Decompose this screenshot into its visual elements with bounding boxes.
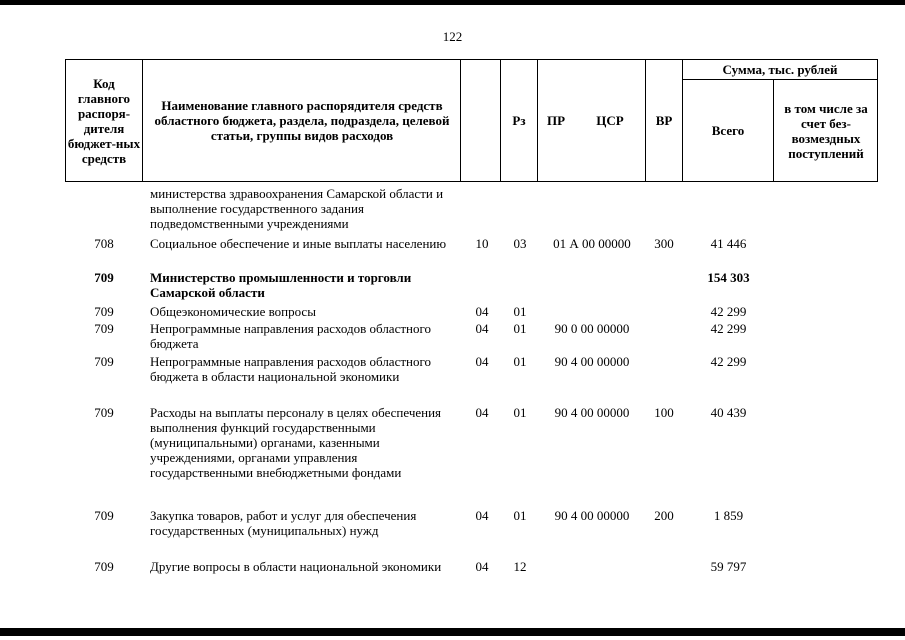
name-cell: министерства здравоохранения Самарской области и выполнение государственного задания подведомственными учреждениями bbox=[150, 186, 444, 231]
header-total: Всего bbox=[711, 123, 745, 138]
name-cell: Министерство промышленности и торговли Самарской области bbox=[150, 270, 412, 300]
code-cell: 709 bbox=[94, 304, 114, 319]
pr-cell: 01 bbox=[513, 304, 527, 319]
header-sum: Сумма, тыс. рублей bbox=[722, 62, 838, 77]
header-right-line bbox=[877, 59, 878, 182]
name-cell: Социальное обеспечение и иные выплаты населению bbox=[150, 236, 447, 251]
pr-cell: 01 bbox=[513, 508, 527, 523]
rz-cell: 04 bbox=[475, 508, 489, 523]
vr-cell: 100 bbox=[654, 405, 674, 420]
code-cell: 709 bbox=[94, 321, 114, 336]
code-cell: 709 bbox=[94, 508, 114, 523]
csr-cell: 01 А 00 00000 bbox=[553, 236, 631, 251]
pr-cell: 01 bbox=[513, 354, 527, 369]
header-code: Код главного распоря-дителя бюджет-ных средств bbox=[67, 75, 141, 166]
bottom-border bbox=[0, 628, 905, 636]
name-cell: Расходы на выплаты персоналу в целях обеспечения выполнения функций государственными (муниципальными) органами, казенными учреждениями, органами управления государственными внебюджетными фондами bbox=[150, 405, 442, 480]
table-header bbox=[65, 59, 878, 182]
pr-cell: 01 bbox=[513, 405, 527, 420]
total-cell: 42 299 bbox=[710, 354, 747, 369]
vr-cell: 300 bbox=[654, 236, 674, 251]
header-sum-underline bbox=[682, 79, 878, 80]
rz-cell: 04 bbox=[475, 405, 489, 420]
total-cell: 1 859 bbox=[713, 508, 744, 523]
csr-cell: 90 4 00 00000 bbox=[554, 405, 630, 420]
rz-cell: 04 bbox=[475, 354, 489, 369]
code-cell: 709 bbox=[94, 270, 114, 285]
header-rz: Рз bbox=[512, 113, 526, 128]
pr-cell: 12 bbox=[513, 559, 527, 574]
header-sep bbox=[773, 79, 774, 182]
vr-cell: 200 bbox=[654, 508, 674, 523]
rz-cell: 04 bbox=[475, 321, 489, 336]
total-cell: 42 299 bbox=[710, 304, 747, 319]
name-cell: Общеэкономические вопросы bbox=[150, 304, 316, 319]
header-sep bbox=[142, 59, 143, 182]
header-name: Наименование главного распорядителя средств областного бюджета, раздела, подраздела, целевой статьи, группы видов расходов bbox=[154, 98, 450, 143]
header-csr: ЦСР bbox=[596, 113, 624, 128]
header-left-line bbox=[65, 59, 66, 182]
rz-cell: 04 bbox=[475, 304, 489, 319]
code-cell: 709 bbox=[94, 405, 114, 420]
name-cell: Закупка товаров, работ и услуг для обеспечения государственных (муниципальных) нужд bbox=[150, 508, 417, 538]
total-cell: 40 439 bbox=[710, 405, 747, 420]
csr-cell: 90 4 00 00000 bbox=[554, 354, 630, 369]
header-pr: ПР bbox=[546, 113, 566, 128]
header-bottom-line bbox=[65, 181, 878, 182]
pr-cell: 01 bbox=[513, 321, 527, 336]
name-cell: Непрограммные направления расходов областного бюджета в области национальной экономики bbox=[150, 354, 431, 384]
name-cell: Непрограммные направления расходов областного бюджета bbox=[150, 321, 431, 351]
rz-cell: 10 bbox=[475, 236, 489, 251]
header-vr: ВР bbox=[655, 113, 673, 128]
total-cell: 154 303 bbox=[707, 270, 750, 285]
name-cell: Другие вопросы в области национальной экономики bbox=[150, 559, 442, 574]
rz-cell: 04 bbox=[475, 559, 489, 574]
code-cell: 708 bbox=[94, 236, 114, 251]
csr-cell: 90 4 00 00000 bbox=[554, 508, 630, 523]
total-cell: 59 797 bbox=[710, 559, 747, 574]
total-cell: 42 299 bbox=[710, 321, 747, 336]
header-incl: в том числе за счет без-возмездных поступлений bbox=[784, 100, 868, 161]
header-sep bbox=[460, 59, 461, 182]
csr-cell: 90 0 00 00000 bbox=[554, 321, 630, 336]
top-border bbox=[0, 0, 905, 5]
pr-cell: 03 bbox=[513, 236, 527, 251]
total-cell: 41 446 bbox=[710, 236, 747, 251]
code-cell: 709 bbox=[94, 354, 114, 369]
page-number: 122 bbox=[442, 29, 463, 44]
code-cell: 709 bbox=[94, 559, 114, 574]
